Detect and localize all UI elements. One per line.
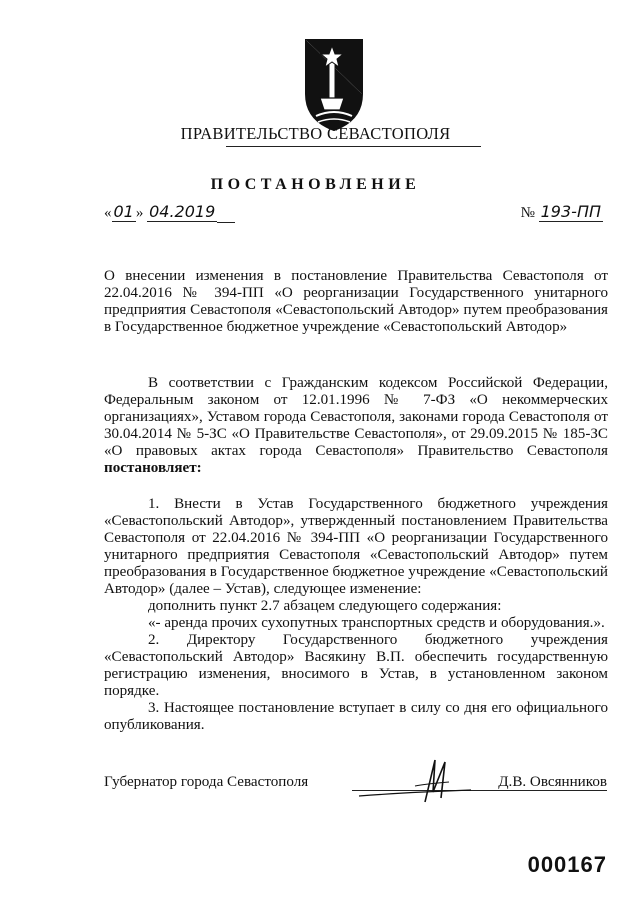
resolves-keyword: постановляет: <box>104 460 202 476</box>
document-subject: О внесении изменения в постановление Правительства Севастополя от 22.04.2016 № 394-ПП «О реорганизации Государственного унитарного предприятия Севастополя «Севастопольский Автодор» путем преобразования в Государственное бюджетное учреждение «Севастопольский Автодор» <box>104 268 608 335</box>
date-day: 01 <box>113 202 134 221</box>
number-value: 193-ПП <box>540 202 601 221</box>
resolution-items <box>104 496 608 734</box>
date-underline-tail <box>217 205 235 223</box>
signer-name: Д.В. Овсянников <box>498 774 607 790</box>
document-number <box>521 202 603 222</box>
document-type: ПОСТАНОВЛЕНИЕ <box>210 176 421 193</box>
date-close-quote: » <box>135 205 144 221</box>
government-title: ПРАВИТЕЛЬСТВО СЕВАСТОПОЛЯ <box>180 124 451 143</box>
signer-position: Губернатор города Севастополя <box>104 774 309 790</box>
preamble-text: В соответствии с Гражданским кодексом Российской Федерации, Федеральным законом от 12.01.1996 № 7-ФЗ «О некоммерческих организациях», Уставом города Севастополя, законами города Севастополя от 30.04.2014 № 5-ЗС «О Правительстве Севастополя», от 29.09.2015 № 185-ЗС «О правовых актах города Севастополя» Правительство Севастополя <box>104 375 608 459</box>
coat-of-arms-icon <box>302 36 366 132</box>
document-date <box>104 202 235 223</box>
serial-number: 000167 <box>527 852 607 877</box>
signature-icon <box>355 756 475 806</box>
number-prefix: № <box>520 205 535 221</box>
preamble-paragraph <box>104 375 608 477</box>
title-underline <box>226 146 481 147</box>
date-month-year: 04.2019 <box>149 202 216 221</box>
item-2: 2. Директору Государственного бюджетного учреждения «Севастопольский Автодор» Васякину В.П. обеспечить государственную регистрацию изменения, вносимого в Устав, в установленном законом порядке. <box>104 632 608 699</box>
item-1: 1. Внести в Устав Государственного бюджетного учреждения «Севастопольский Автодор», утвержденный постановлением Правительства Севастополя от 22.04.2016 № 394-ПП «О реорганизации Государственного унитарного предприятия Севастополя «Севастопольский Автодор» путем преобразования в Государственное бюджетное учреждение «Севастопольский Автодор» (далее – Устав), следующее изменение: <box>104 496 608 597</box>
date-open-quote: « <box>104 205 112 221</box>
item-1-amendment-intro: дополнить пункт 2.7 абзацем следующего содержания: <box>148 598 502 614</box>
item-3: 3. Настоящее постановление вступает в силу со дня его официального опубликования. <box>104 700 608 733</box>
preamble <box>104 375 608 477</box>
item-1-amendment-text: «- аренда прочих сухопутных транспортных средств и оборудования.». <box>148 615 605 631</box>
